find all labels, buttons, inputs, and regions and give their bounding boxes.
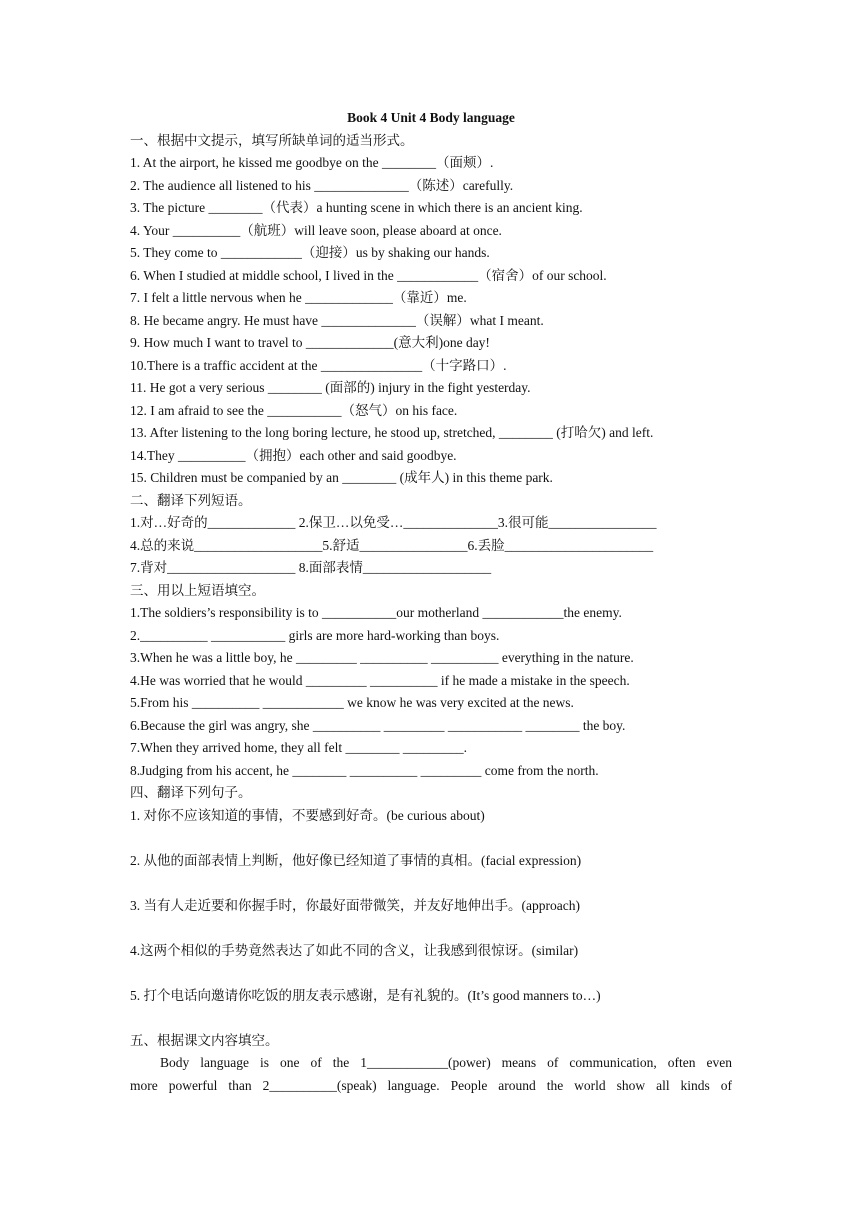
s3-item: 2.__________ ___________ girls are more hard-working than boys. (130, 627, 500, 643)
answer-space (130, 962, 732, 985)
s1-item: 3. The picture ________（代表）a hunting scene in which there is an ancient king. (130, 200, 583, 215)
passage-line-2: more powerful than 2__________(speak) language. People around the world show all kinds of (130, 1077, 732, 1093)
s1-item: 11. He got a very serious ________ (面部的) injury in the fight yesterday. (130, 380, 531, 395)
s1-item: 14.They __________（拥抱）each other and said goodbye. (130, 447, 457, 463)
section-1-heading: 一、根据中文提示，填写所缺单词的适当形式。 (130, 132, 414, 148)
s1-item: 5. They come to ____________（迎接）us by shaking our hands. (130, 245, 490, 260)
s1-item: 7. I felt a little nervous when he _____________（靠近）me. (130, 290, 467, 305)
s4-item: 2. 从他的面部表情上判断，他好像已经知道了事情的真相。(facial expression) (130, 852, 582, 868)
answer-space (130, 827, 732, 850)
answer-space (130, 1007, 732, 1030)
s1-item: 6. When I studied at middle school, I lived in the ____________（宿舍）of our school. (130, 267, 607, 283)
s1-item: 9. How much I want to travel to _____________(意大利)one day! (130, 335, 490, 350)
s3-item: 6.Because the girl was angry, she __________ _________ ___________ ________ the boy. (130, 717, 626, 733)
s2-row: 1.对…好奇的_____________ 2.保卫…以免受…______________3.很可能________________ (130, 515, 657, 530)
s1-item: 13. After listening to the long boring lecture, he stood up, stretched, ________ (打哈欠) and left. (130, 425, 654, 440)
s1-item: 2. The audience all listened to his ______________（陈述）carefully. (130, 177, 514, 193)
s1-item: 8. He became angry. He must have ______________（误解）what I meant. (130, 312, 544, 328)
s1-item: 4. Your __________（航班）will leave soon, please aboard at once. (130, 222, 502, 238)
section-3-heading: 三、用以上短语填空。 (130, 582, 265, 598)
s3-item: 7.When they arrived home, they all felt ________ _________. (130, 740, 468, 755)
s1-item: 12. I am afraid to see the ___________（怒气）on his face. (130, 402, 458, 418)
page-title: Book 4 Unit 4 Body language (347, 110, 515, 125)
answer-space (130, 917, 732, 940)
s3-item: 8.Judging from his accent, he ________ __________ _________ come from the north. (130, 762, 599, 778)
s2-row: 4.总的来说___________________5.舒适________________6.丢脸______________________ (130, 537, 654, 553)
s3-item: 3.When he was a little boy, he _________ __________ __________ everything in the nature. (130, 650, 634, 665)
s2-row: 7.背对___________________ 8.面部表情___________________ (130, 560, 492, 575)
s1-item: 15. Children must be companied by an ________ (成年人) in this theme park. (130, 470, 553, 485)
worksheet (130, 107, 732, 1097)
passage-line-1: Body language is one of the 1____________(power) means of communication, often even (160, 1055, 732, 1070)
s3-item: 4.He was worried that he would _________ __________ if he made a mistake in the speech. (130, 672, 630, 688)
s1-item: 1. At the airport, he kissed me goodbye on the ________（面颊）. (130, 155, 494, 170)
s4-item: 5. 打个电话向邀请你吃饭的朋友表示感谢，是有礼貌的。(It’s good manners to…) (130, 987, 601, 1003)
section-4-heading: 四、翻译下列句子。 (130, 785, 252, 800)
section-5-heading: 五、根据课文内容填空。 (130, 1032, 279, 1048)
s3-item: 1.The soldiers’s responsibility is to ___________our motherland ____________the enemy. (130, 605, 622, 620)
s1-item: 10.There is a traffic accident at the _______________（十字路口）. (130, 357, 507, 373)
s3-item: 5.From his __________ ____________ we know he was very excited at the news. (130, 695, 574, 710)
answer-space (130, 872, 732, 895)
section-2-heading: 二、翻译下列短语。 (130, 492, 252, 508)
s4-item: 4.这两个相似的手势竟然表达了如此不同的含义，让我感到很惊讶。(similar) (130, 942, 579, 958)
s4-item: 1. 对你不应该知道的事情，不要感到好奇。(be curious about) (130, 807, 485, 823)
s4-item: 3. 当有人走近要和你握手时，你最好面带微笑，并友好地伸出手。(approach) (130, 897, 580, 913)
